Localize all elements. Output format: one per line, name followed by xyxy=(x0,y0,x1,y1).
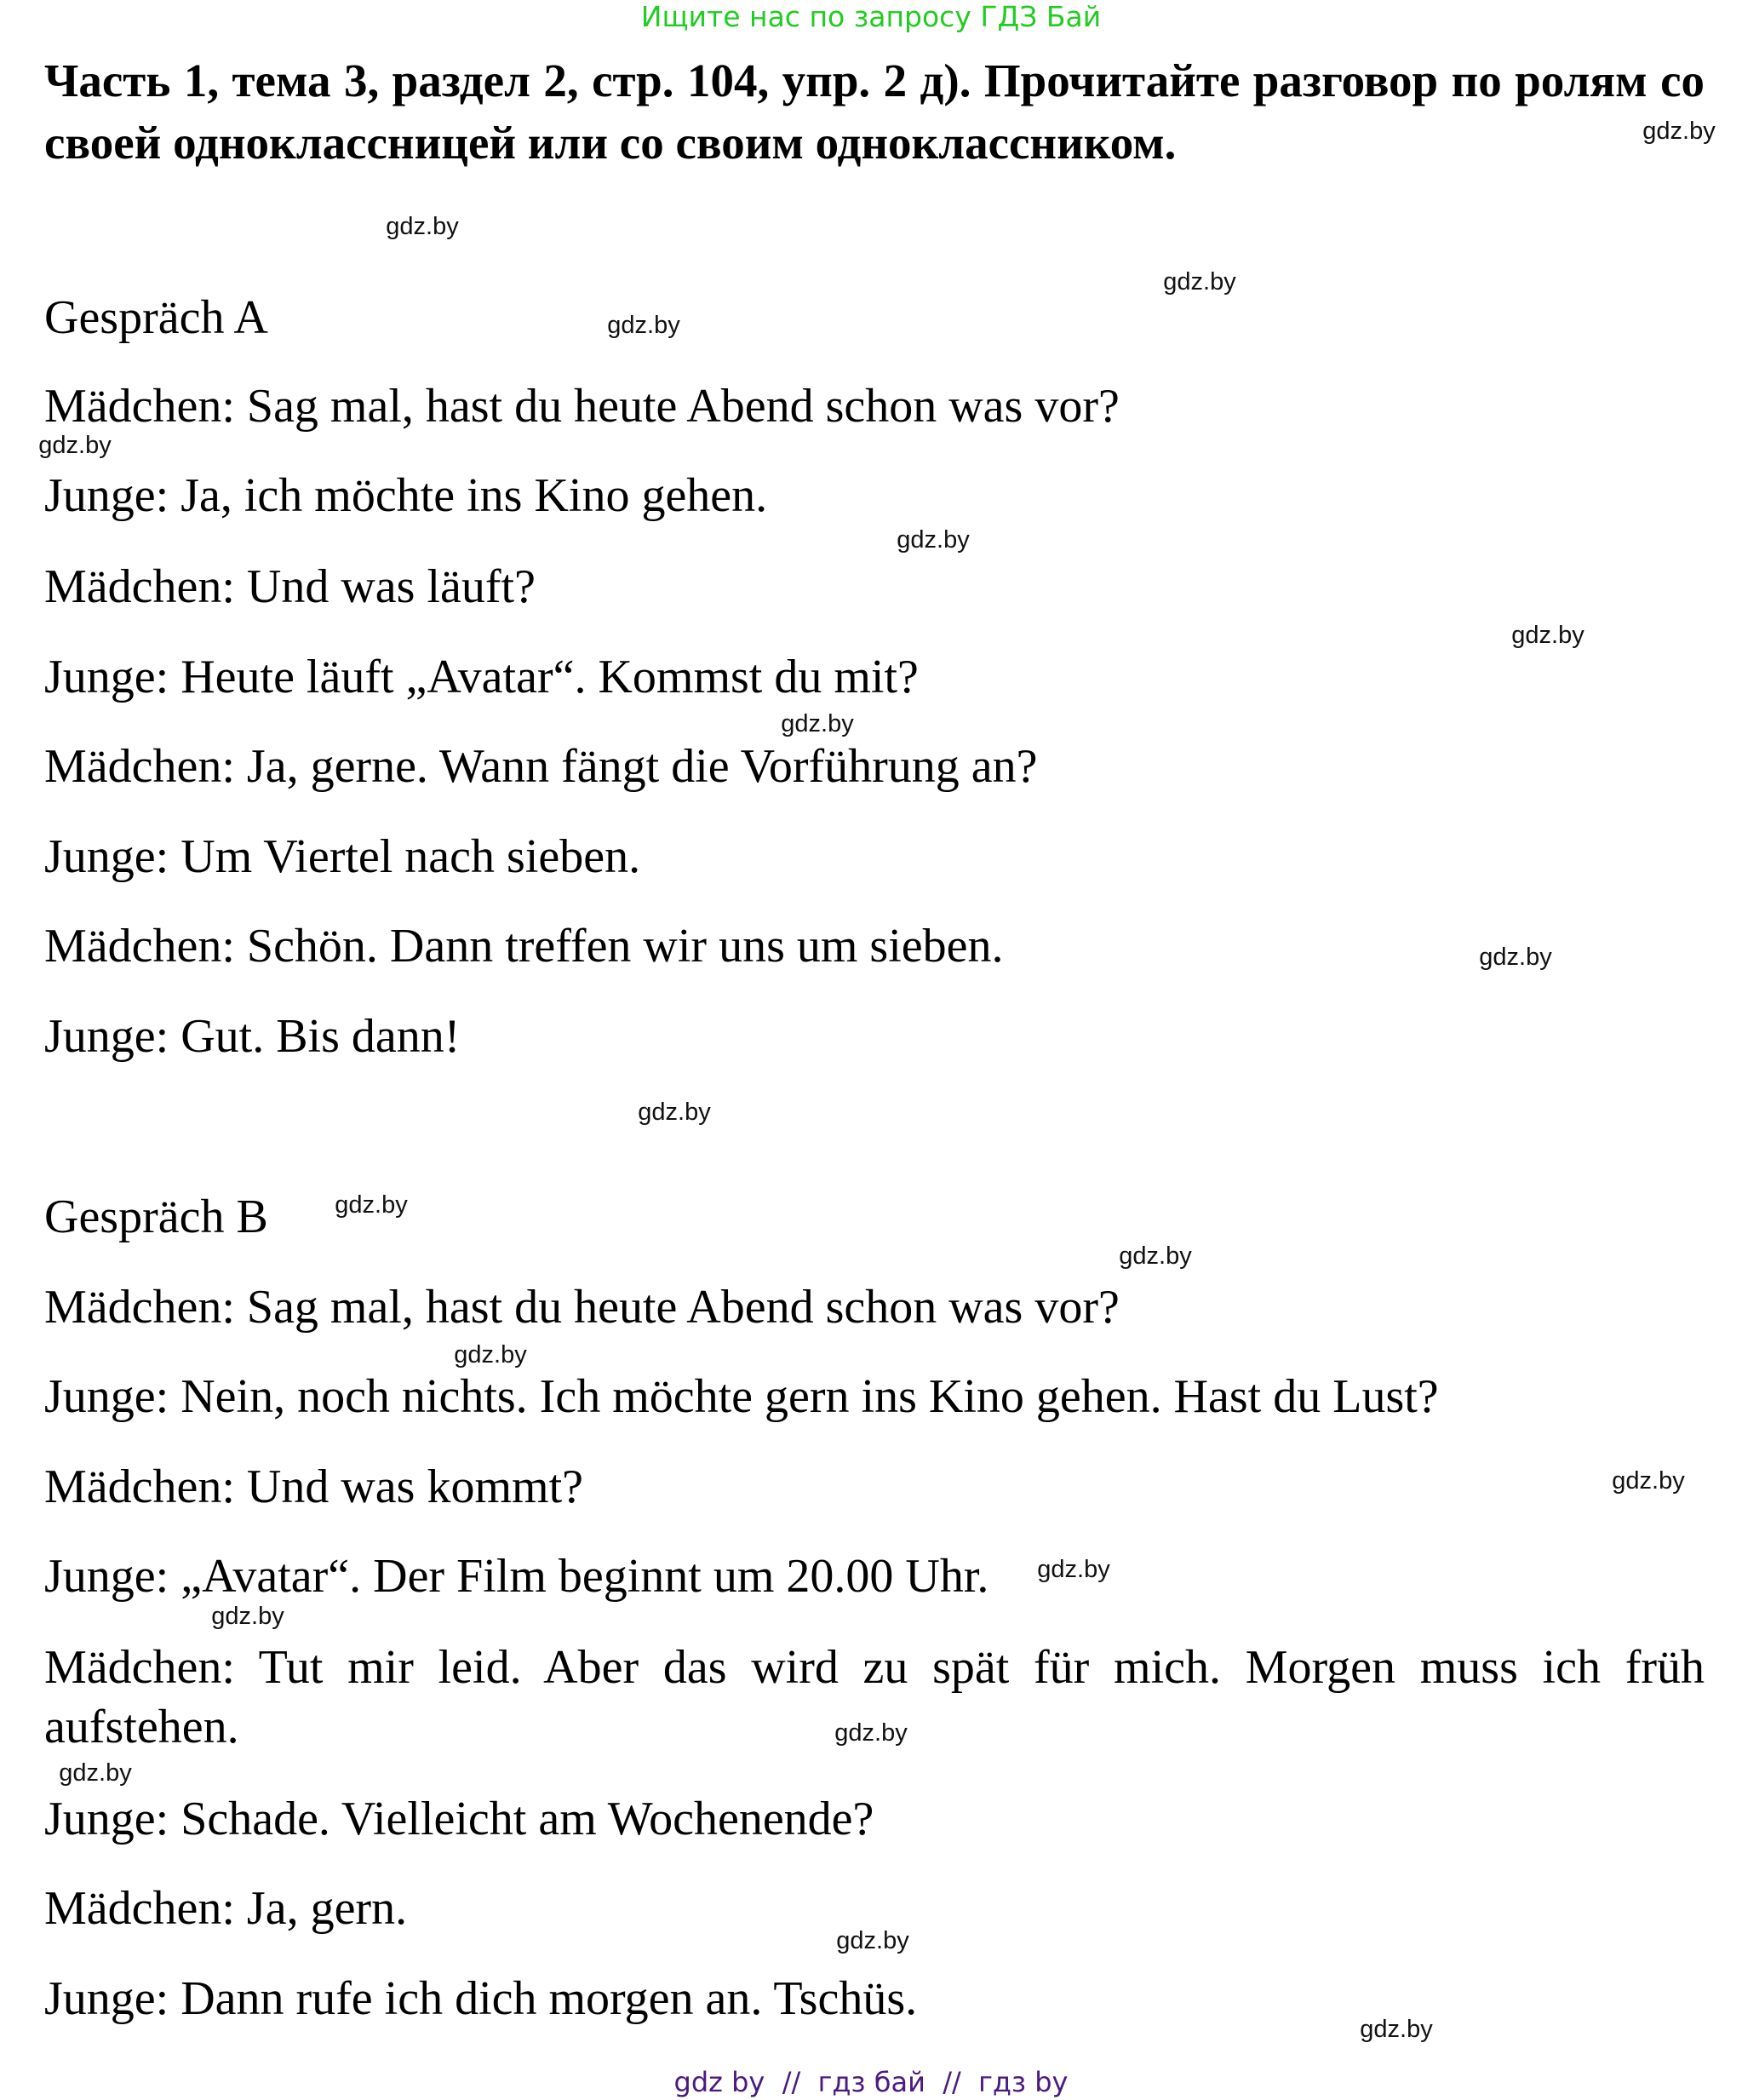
dialogue-line: Junge: Gut. Bis dann! xyxy=(44,1010,461,1063)
watermark: gdz.by xyxy=(454,1341,527,1368)
promo-banner: Ищите нас по запросу ГДЗ Бай xyxy=(640,0,1102,33)
dialogue-line: Junge: „Avatar“. Der Film beginnt um 20.00 Uhr. xyxy=(44,1550,989,1603)
watermark: gdz.by xyxy=(607,312,680,339)
watermark: gdz.by xyxy=(211,1603,284,1630)
watermark: gdz.by xyxy=(1360,2016,1433,2043)
footer-links: gdz by // гдз бай // гдз by xyxy=(673,2066,1069,2098)
watermark: gdz.by xyxy=(1642,118,1716,145)
dialogue-line: Junge: Dann rufe ich dich morgen an. Tschüs. xyxy=(44,1972,918,2025)
dialogue-line: Mädchen: Ja, gerne. Wann fängt die Vorführung an? xyxy=(44,740,1038,793)
watermark: gdz.by xyxy=(1479,944,1552,971)
watermark: gdz.by xyxy=(335,1191,408,1219)
watermark: gdz.by xyxy=(1612,1467,1685,1495)
dialogue-line: Junge: Heute läuft „Avatar“. Kommst du mit? xyxy=(44,651,919,703)
watermark: gdz.by xyxy=(834,1719,908,1747)
dialogue-line: Junge: Um Viertel nach sieben. xyxy=(44,830,641,883)
watermark: gdz.by xyxy=(1511,622,1584,649)
watermark: gdz.by xyxy=(1037,1556,1110,1583)
dialogue-line: Mädchen: Sag mal, hast du heute Abend schon was vor? xyxy=(44,380,1120,433)
dialogue-line: Junge: Nein, noch nichts. Ich möchte gern ins Kino gehen. Hast du Lust? xyxy=(44,1370,1439,1423)
dialogue-line: Mädchen: Ja, gern. xyxy=(44,1882,408,1935)
watermark: gdz.by xyxy=(897,526,970,554)
watermark: gdz.by xyxy=(638,1099,711,1126)
dialogue-line: Junge: Ja, ich möchte ins Kino gehen. xyxy=(44,469,768,522)
dialogue-line: Mädchen: Schön. Dann treffen wir uns um sieben. xyxy=(44,920,1004,973)
dialogue-line: Mädchen: Und was kommt? xyxy=(44,1460,583,1513)
dialogue-line: Junge: Schade. Vielleicht am Wochenende? xyxy=(44,1793,874,1845)
dialogue-line: Mädchen: Sag mal, hast du heute Abend schon was vor? xyxy=(44,1281,1120,1334)
watermark: gdz.by xyxy=(1119,1242,1192,1270)
dialogue-line: Mädchen: Tut mir leid. Aber das wird zu spät für mich. Morgen muss ich früh aufstehen. xyxy=(44,1641,1705,1753)
dialogue-heading-b: Gespräch B xyxy=(44,1191,268,1243)
watermark: gdz.by xyxy=(59,1759,132,1787)
watermark: gdz.by xyxy=(38,432,112,459)
watermark: gdz.by xyxy=(386,213,459,240)
exercise-title: Часть 1, тема 3, раздел 2, стр. 104, упр. 2 д). Прочитайте разговор по ролям со своей одноклассницей или со своим одноклассником. xyxy=(44,55,1705,169)
watermark: gdz.by xyxy=(1163,268,1236,295)
dialogue-heading-a: Gespräch A xyxy=(44,291,268,344)
watermark: gdz.by xyxy=(836,1927,909,1954)
watermark: gdz.by xyxy=(781,710,854,737)
dialogue-line: Mädchen: Und was läuft? xyxy=(44,560,536,613)
